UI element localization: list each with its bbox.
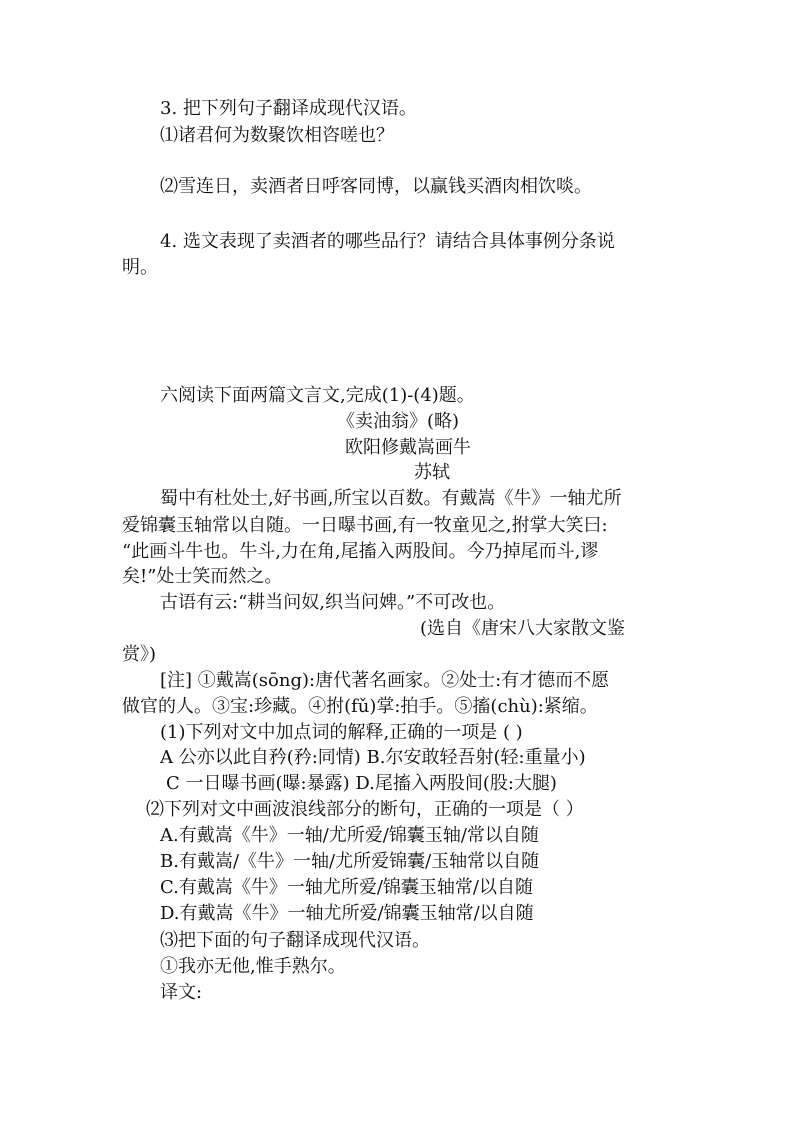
q3-sentence-1: ⑴诸君何为数聚饮相咨嗟也？: [160, 125, 394, 146]
q3-prompt: 3. 把下列句子翻译成现代汉语。: [160, 98, 417, 119]
question-1-options-cd: C 一日曝书画(曝:暴露) D.尾搐入两股间(股:大腿): [166, 773, 557, 794]
source-line-1: (选自《唐宋八大家散文鉴: [420, 618, 626, 639]
question-2-option-c: C.有戴嵩《牛》一轴尤所爱/锦囊玉轴常/以自随: [160, 877, 533, 898]
passage-line-4: 矣!”处士笑而然之。: [122, 566, 283, 587]
author: 苏轼: [414, 462, 450, 483]
q4-prompt-cont: 明。: [122, 257, 158, 278]
question-3-sentence: ①我亦无他,惟手熟尔。: [160, 956, 346, 977]
q4-prompt: 4. 选文表现了卖酒者的哪些品行？请结合具体事例分条说: [160, 231, 615, 252]
question-2: ⑵下列对文中画波浪线部分的断句，正确的一项是（ ）: [146, 799, 584, 820]
passage-line-2: 爱锦囊玉轴常以自随。一日曝书画,有一牧童见之,拊掌大笑曰:: [122, 515, 608, 536]
passage-line-5: 古语有云:“耕当问奴,织当问婢。”不可改也。: [160, 592, 506, 613]
title-daisong: 欧阳修戴嵩画牛: [345, 437, 471, 458]
translation-label: 译文:: [160, 982, 203, 1003]
title-maiyouweng: 《卖油翁》(略): [337, 411, 460, 432]
question-2-option-b: B.有戴嵩/《牛》一轴/尤所爱锦囊/玉轴常以自随: [160, 851, 540, 872]
note-line-2: 做官的人。③宝:珍藏。④拊(fǔ)掌:拍手。⑤搐(chù):紧缩。: [122, 696, 598, 717]
source-line-2: 赏》): [122, 644, 157, 665]
q3-sentence-2: ⑵雪连日，卖酒者日呼客同博，以赢钱买酒肉相饮啖。: [160, 176, 592, 197]
question-2-option-a: A.有戴嵩《牛》一轴/尤所爱/锦囊玉轴/常以自随: [160, 825, 539, 846]
note-line-1: [注] ①戴嵩(sōng):唐代著名画家。②处士:有才德而不愿: [160, 670, 610, 691]
question-2-option-d: D.有戴嵩《牛》一轴尤所爱/锦囊玉轴常/以自随: [160, 903, 534, 924]
passage-line-1: 蜀中有杜处士,好书画,所宝以百数。有戴嵩《牛》一轴尤所: [160, 488, 622, 509]
question-1: (1)下列对文中加点词的解释,正确的一项是 ( ): [160, 722, 523, 743]
question-1-options-ab: A 公亦以此自矜(矜:同情) B.尔安敢轻吾射(轻:重量小): [160, 747, 586, 768]
section-6-heading: 六阅读下面两篇文言文,完成(1)-(4)题。: [160, 385, 475, 406]
question-3: ⑶把下面的句子翻译成现代汉语。: [160, 930, 430, 951]
passage-line-3: “此画斗牛也。牛斗,力在角,尾搐入两股间。今乃掉尾而斗,谬: [122, 541, 599, 562]
